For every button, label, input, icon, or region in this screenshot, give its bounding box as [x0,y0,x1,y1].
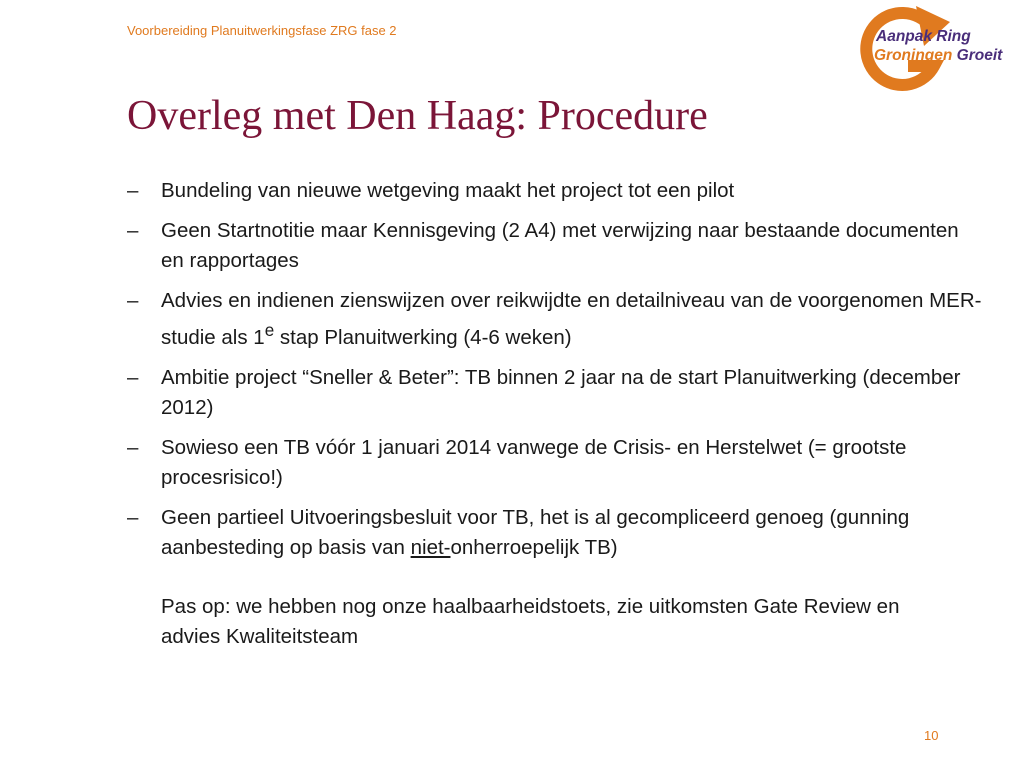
logo-text-groeit: Groeit [952,47,1003,64]
underlined-emphasis: niet- [410,535,451,559]
bullet-text: Sowieso een TB vóór 1 januari 2014 vanwege de Crisis- en Herstelwet (= grootste procesrisico!) [161,435,907,489]
bullet-item [127,433,987,493]
header-breadcrumb: Voorbereiding Planuitwerkingsfase ZRG fase 2 [127,23,397,38]
bullet-text: Bundeling van nieuwe wetgeving maakt het project tot een pilot [161,179,735,202]
logo-text-line2 [874,47,1002,65]
slide-title: Overleg met Den Haag: Procedure [127,93,708,139]
bullet-item [127,363,987,423]
logo-text-line1: Aanpak Ring [876,28,971,45]
logo-text-groningen: Groningen [874,47,953,64]
bullet-item [127,503,987,563]
bullet-text: Ambitie project “Sneller & Beter”: TB binnen 2 jaar na de start Planuitwerking (december 2012) [161,365,961,419]
bullet-text: Geen Startnotitie maar Kennisgeving (2 A4) met verwijzing naar bestaande documenten en rapportages [161,219,959,272]
ordinal-superscript: e [264,321,275,340]
bullet-item [127,176,987,206]
bullet-text [161,506,909,559]
warning-note: Pas op: we hebben nog onze haalbaarheidstoets, zie uitkomsten Gate Review en advies Kwaliteitsteam [161,595,900,648]
bullet-marker: – [127,505,139,529]
page-number: 10 [924,728,939,743]
bullet-text [161,289,981,349]
bullet-item [127,216,987,276]
bullet-marker: – [127,179,139,202]
bullet-marker: – [127,219,139,242]
bullet-list [127,176,987,573]
bullet-item [127,286,987,353]
bullet-text-part: Geen partieel Uitvoeringsbesluit voor TB, het is al gecompliceerd genoeg (gunning aanbesteding op basis van [161,505,910,559]
bullet-text-part: Advies en indienen zienswijzen over reikwijdte en detailniveau van de voorgenomen MER-studie als 1 [161,289,982,349]
project-logo [850,4,1022,96]
bullet-marker: – [127,289,139,312]
bullet-text-part: stap Planuitwerking (4-6 weken) [274,325,572,349]
bullet-marker: – [127,365,139,389]
bullet-marker: – [127,435,139,459]
bullet-text-part: onherroepelijk TB) [450,535,618,559]
